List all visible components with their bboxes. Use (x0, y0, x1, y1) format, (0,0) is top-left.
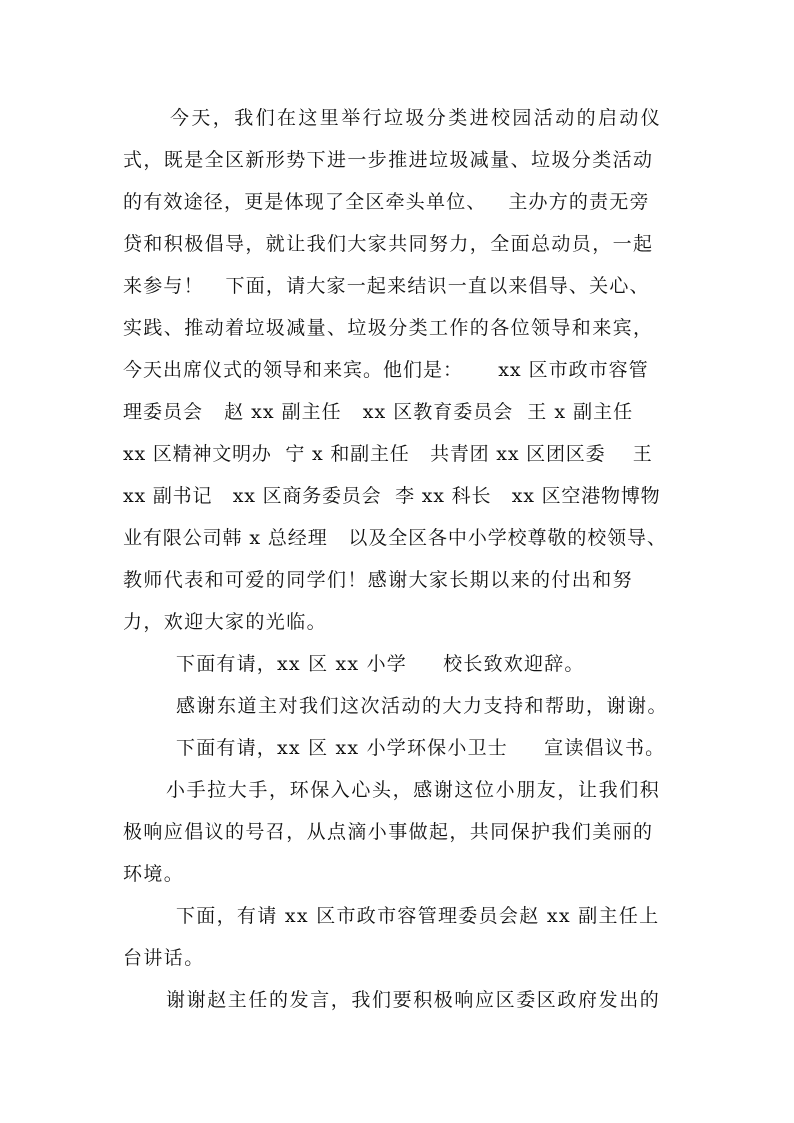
text-line-8: 理委员会 赵 xx 副主任 xx 区教育委员会 王 x 副主任 (123, 401, 634, 423)
text-line-12: 教师代表和可爱的同学们！感谢大家长期以来的付出和努 (123, 569, 634, 591)
text-line-1: 今天，我们在这里举行垃圾分类进校园活动的启动仪 (170, 107, 663, 129)
text-line-3: 的有效途径，更是体现了全区牵头单位、 主办方的责无旁 (123, 191, 650, 213)
text-line-6: 实践、推动着垃圾减量、垃圾分类工作的各位领导和来宾， (123, 317, 654, 339)
text-line-22: 谢谢赵主任的发言，我们要积极响应区委区政府发出的 (166, 989, 661, 1011)
text-line-7: 今天出席仪式的领导和来宾。他们是： xx 区市政市容管 (123, 359, 649, 381)
text-line-16: 下面有请，xx 区 xx 小学环保小卫士 宣读倡议书。 (176, 737, 666, 759)
text-line-19: 环境。 (123, 863, 185, 885)
text-line-14: 下面有请，xx 区 xx 小学 校长致欢迎辞。 (176, 653, 585, 675)
text-line-2: 式，既是全区新形势下进一步推进垃圾减量、垃圾分类活动 (123, 149, 654, 171)
text-line-13: 力，欢迎大家的光临。 (123, 611, 328, 633)
text-line-15: 感谢东道主对我们这次活动的大力支持和帮助，谢谢。 (176, 695, 669, 717)
text-line-17: 小手拉大手，环保入心头，感谢这位小朋友，让我们积 (166, 779, 661, 801)
text-line-11: 业有限公司韩 x 总经理 以及全区各中小学校尊敬的校领导、 (123, 527, 667, 549)
text-line-9: xx 区精神文明办 宁 x 和副主任 共青团 xx 区团区委 王 (123, 443, 653, 465)
text-line-4: 贷和积极倡导，就让我们大家共同努力，全面总动员，一起 (123, 233, 654, 255)
text-line-20: 下面，有请 xx 区市政市容管理委员会赵 xx 副主任上 (176, 905, 660, 927)
text-line-21: 台讲话。 (123, 947, 205, 969)
text-line-10: xx 副书记 xx 区商务委员会 李 xx 科长 xx 区空港物博物 (123, 485, 661, 507)
text-line-5: 来参与！ 下面，请大家一起来结识一直以来倡导、关心、 (123, 275, 650, 297)
text-line-18: 极响应倡议的号召，从点滴小事做起，共同保护我们美丽的 (123, 821, 654, 843)
